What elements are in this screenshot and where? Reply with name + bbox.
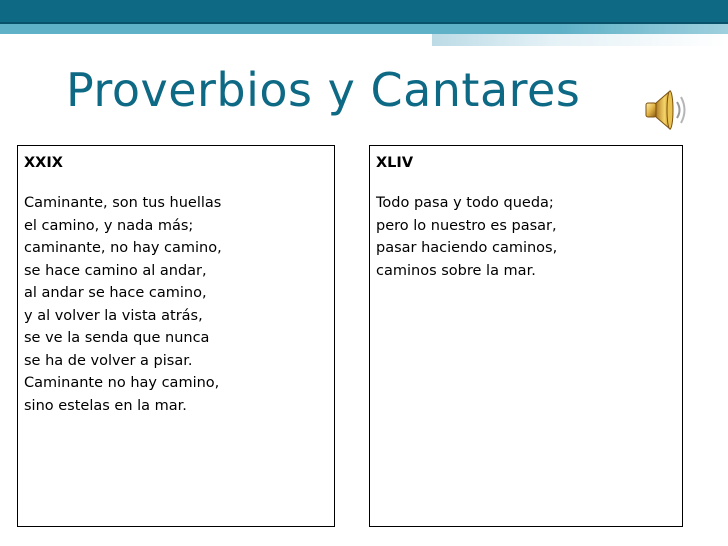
poem-panel-xliv: [369, 145, 683, 527]
speaker-icon[interactable]: [640, 86, 692, 134]
poem-line: el camino, y nada más;: [24, 217, 194, 234]
poem-line: sino estelas en la mar.: [24, 397, 187, 414]
poem-line: se ve la senda que nunca: [24, 330, 210, 346]
poem-line: al andar se hace camino,: [24, 285, 207, 301]
poem-line: caminante, no hay camino,: [24, 240, 222, 256]
poem-line: se hace camino al andar,: [24, 262, 207, 279]
header-bar: [0, 0, 728, 22]
header-accent: [432, 34, 728, 46]
poem-line: caminos sobre la mar.: [376, 262, 536, 279]
poem-line: pero lo nuestro es pasar,: [376, 217, 557, 234]
poem-line: se ha de volver a pisar.: [24, 352, 193, 369]
poem-panel-xxix: [17, 145, 335, 527]
poem-line: Caminante no hay camino,: [24, 375, 220, 391]
poem-line: y al volver la vista atrás,: [24, 307, 203, 324]
poem-line: Caminante, son tus huellas: [24, 195, 222, 211]
poem-number: XXIX: [24, 155, 63, 171]
poem-line: pasar haciendo caminos,: [376, 240, 558, 256]
header-band-highlight: [560, 24, 728, 34]
poem-line: Todo pasa y todo queda;: [376, 195, 554, 211]
slide-title: Proverbios y Cantares: [66, 63, 581, 117]
poem-number: XLIV: [376, 155, 414, 171]
